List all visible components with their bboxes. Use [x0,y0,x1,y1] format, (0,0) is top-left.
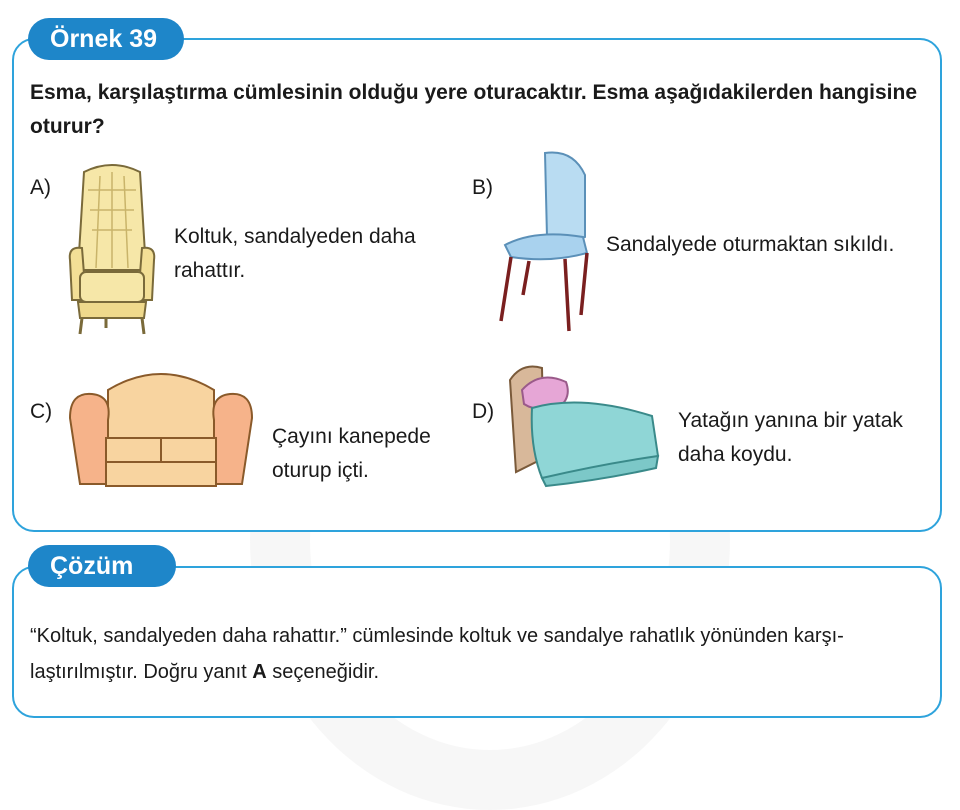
option-c-letter[interactable]: C) [30,400,53,423]
option-b-line1: Sandalyede oturmaktan sıkıldı. [606,233,895,256]
solution-answer: A [252,661,267,683]
option-b-letter[interactable]: B) [472,176,493,199]
option-a-line2: rahattır. [174,259,246,282]
solution-text [30,618,925,690]
option-a-letter[interactable]: A) [30,176,51,199]
option-d-line1: Yatağın yanına bir yatak [678,409,903,432]
solution-line2-end: seçeneğidir. [266,661,380,683]
option-d-line2: daha koydu. [678,443,793,466]
solution-label: Çözüm [28,545,176,587]
solution-line1: “Koltuk, sandalyeden daha rahattır.” cümlesinde koltuk ve sandalye rahatlık yönünden karşı- [30,625,844,647]
armchair-icon [66,160,158,338]
bed-icon [502,360,662,488]
option-a-text [174,220,416,288]
option-b-text [606,228,894,262]
solution-line2-start: laştırılmıştır. Doğru yanıt [30,661,253,683]
option-c-line1: Çayını kanepede [272,425,431,448]
chair-icon [495,145,595,335]
option-c-line2: oturup içti. [272,459,369,482]
question-text: Esma, karşılaştırma cümlesinin olduğu yere oturacaktır. Esma aşağıdakilerden hangisine oturur? [30,81,918,138]
option-d-text [678,404,903,472]
solution-line2 [30,654,925,690]
example-label: Örnek 39 [28,18,184,60]
sofa-icon [66,360,256,492]
option-a-line1: Koltuk, sandalyeden daha [174,225,416,248]
option-d-letter[interactable]: D) [472,400,495,423]
option-c-text [272,420,431,488]
